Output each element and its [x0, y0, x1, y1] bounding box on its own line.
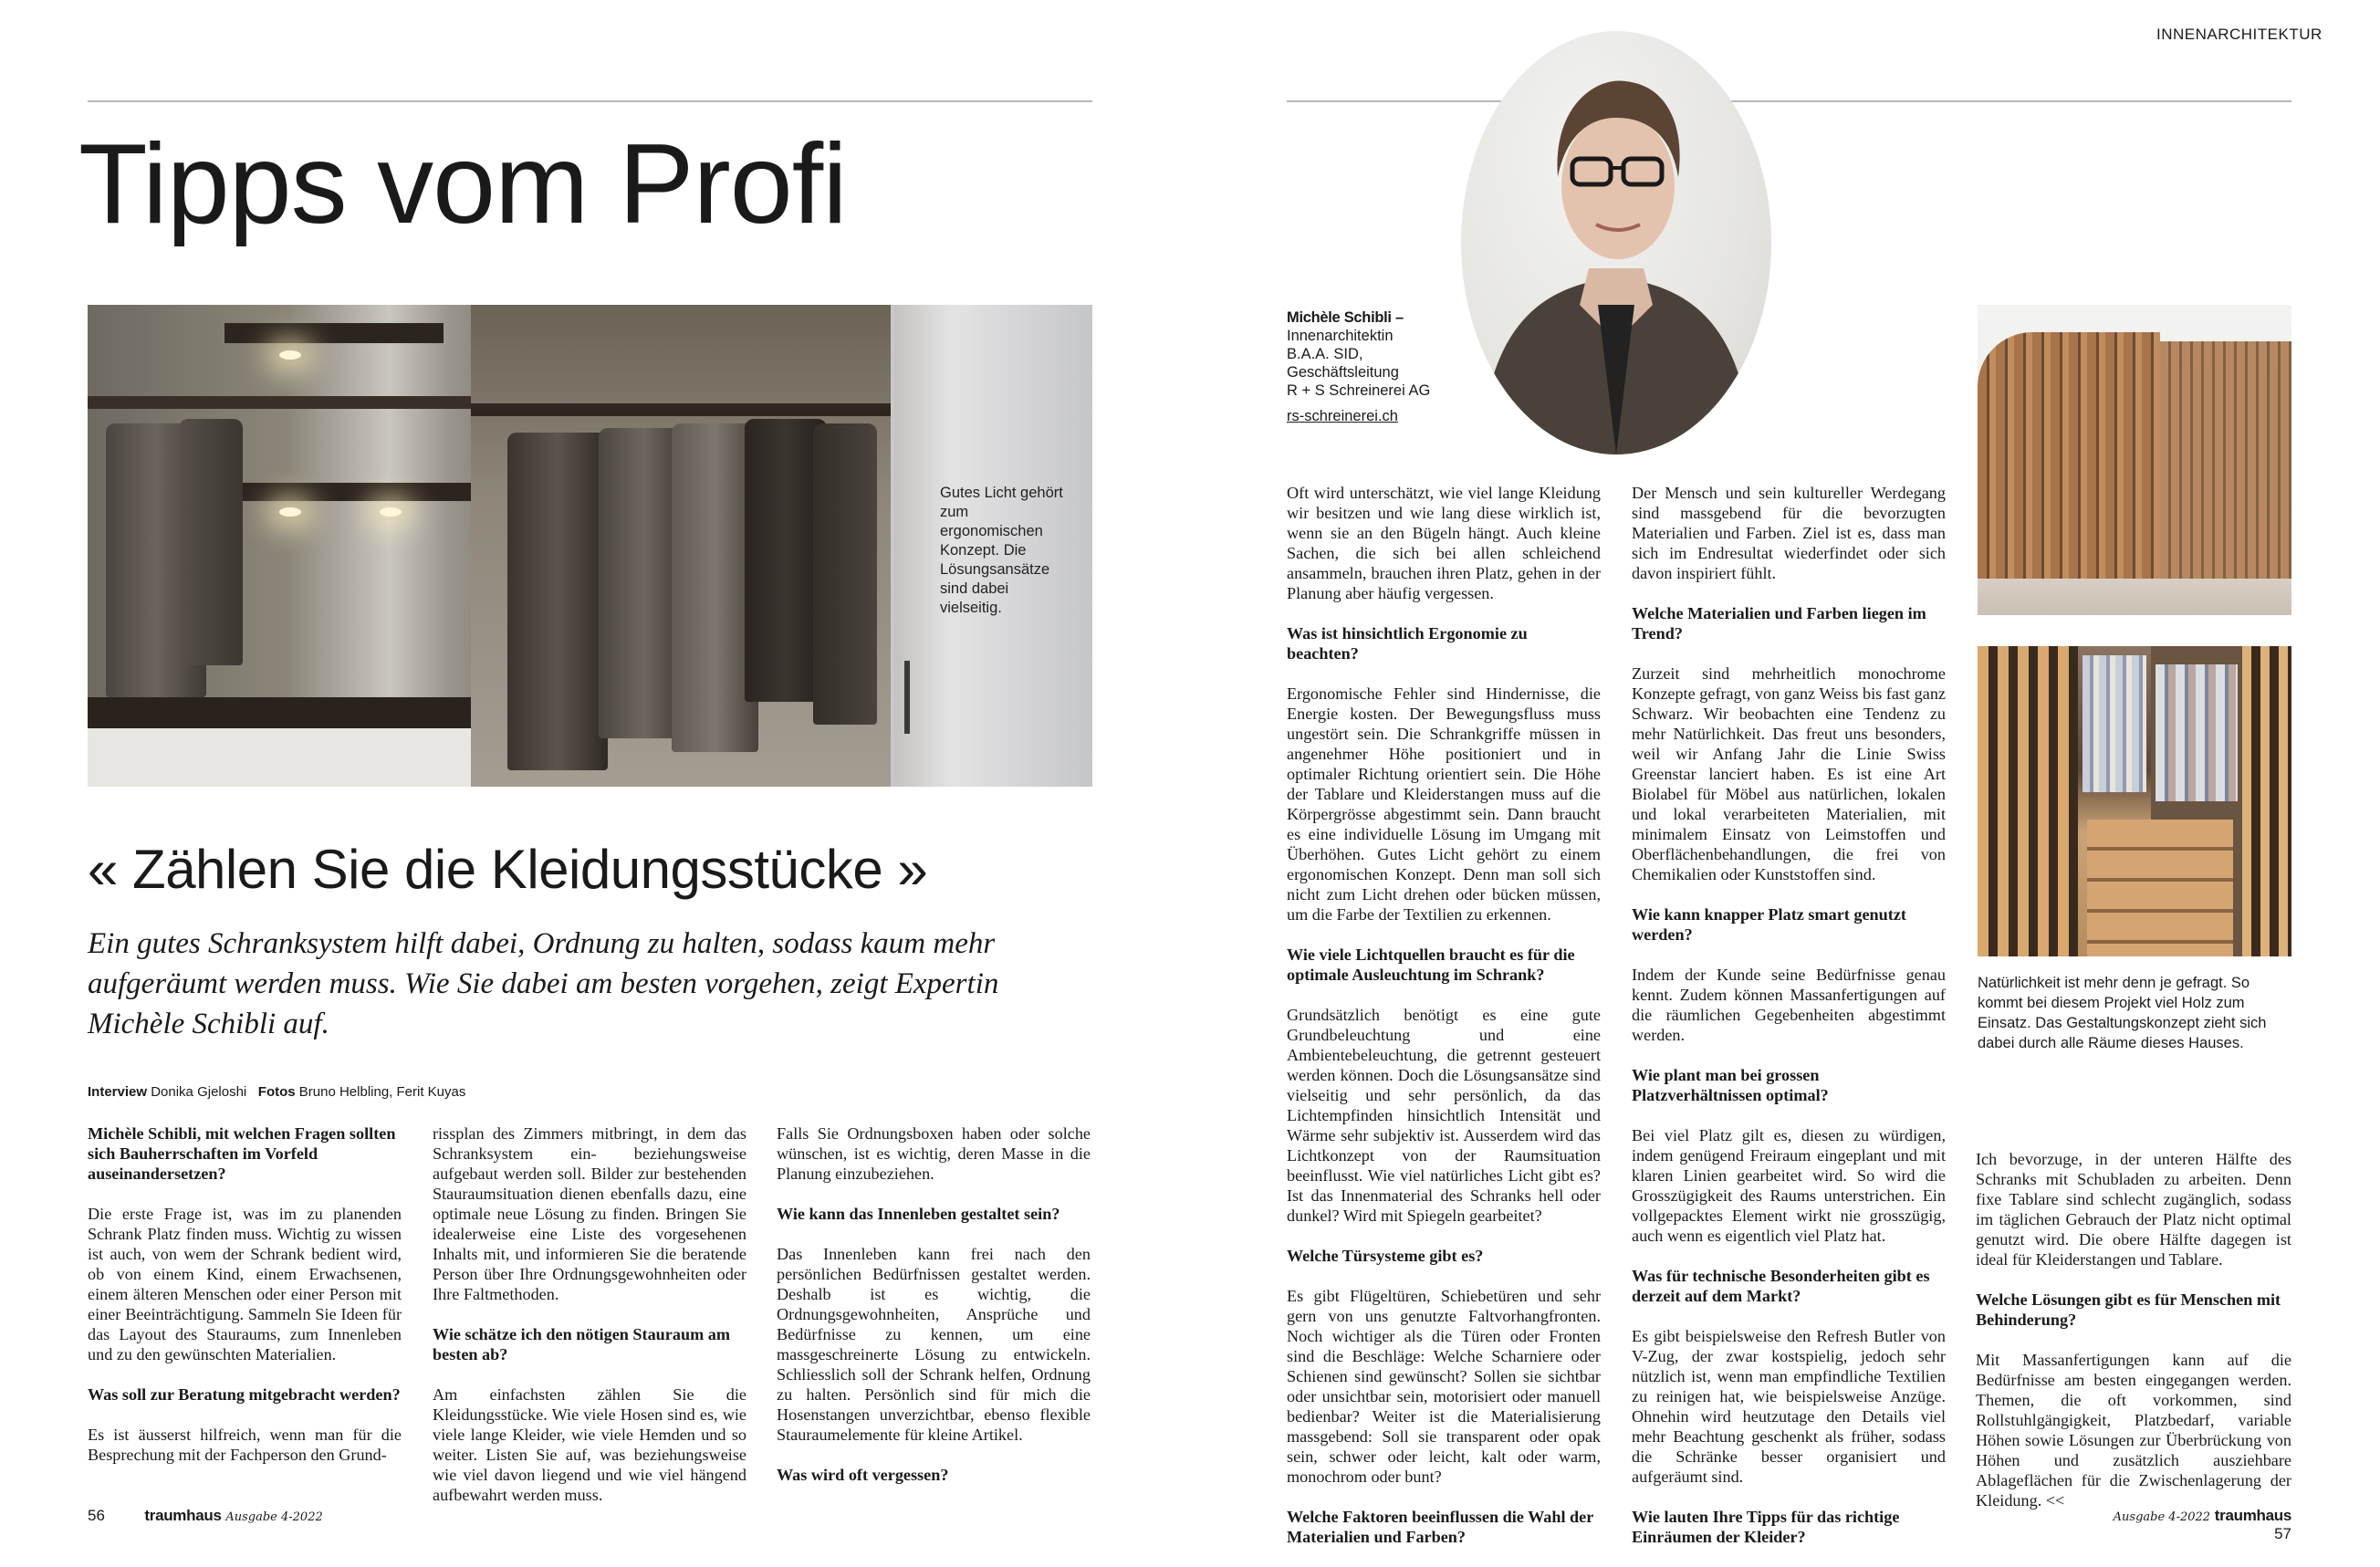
brand-logo: traumhaus	[2214, 1507, 2291, 1524]
bio-role: Innenarchitektin	[1287, 328, 1394, 344]
interview-answer: rissplan des Zimmers mitbringt, in dem das Schranksystem ein- beziehungsweise aufgebaut werden soll. Bilder zur bestehenden Stauraumsituation dienen ebenfalls dazu, eine optimale neue Lösung zu finden. Bringen Sie idealerweise eine Liste des vorgesehenen Inhalts mit, und informieren Sie die beratende Person über Ihre Ordnungsgewohnheiten oder Ihre Faltmethoden.	[433, 1124, 746, 1303]
interview-answer: Es ist äusserst hilfreich, wenn man für die Besprechung mit der Fachperson den Grund-	[88, 1426, 402, 1464]
portrait-photo	[1461, 31, 1771, 454]
interview-answer: Der Mensch und sein kultureller Werdegang sind massgebend für die bevorzugten Materialien und Farben. Ziel ist es, dass man sich im Endresultat wiederfindet oder sich davon inspiriert fühlt.	[1632, 484, 1946, 582]
interview-question: Was soll zur Beratung mitgebracht werden?	[88, 1385, 401, 1404]
issue-label: Ausgabe 4-2022	[2113, 1510, 2211, 1524]
photo-caption: Gutes Licht gehört zum ergonomischen Konzept. Die Lösungsansätze sind dabei vielseitig.	[940, 485, 1063, 616]
page-number: 56	[88, 1507, 105, 1524]
interview-answer: Das Innenleben kann frei nach den persönlichen Bedürfnissen gestaltet werden. Deshalb ist es wichtig, die Ordnungsgewohnheiten, Ansprüche und Bedürfnisse zu kennen, um eine massgeschreinerte Lösung zu entwickeln. Schliesslich soll der Schrank helfen, Ordnung zu halten. Persönlich sind für mich die Hosenstangen unverzichtbar, ebenso flexible Stauraumelemente für kleine Artikel.	[777, 1245, 1091, 1444]
expert-bio	[1287, 308, 1430, 425]
bio-position: Geschäftsleitung	[1287, 364, 1399, 381]
interview-question: Welche Lösungen gibt es für Menschen mit Behinderung?	[1976, 1290, 2281, 1329]
issue-label: Ausgabe 4-2022	[225, 1510, 323, 1524]
interview-answer: Ergonomische Fehler sind Hindernisse, die Energie kosten. Der Bewegungsfluss muss ungestört sein. Die Schrankgriffe müssen in angenehmer Höhe positioniert und in optimaler Richtung orientiert sein. Die Höhe der Tablare und Kleiderstangen muss auf die Körpergrösse abgestimmt sein. Dann braucht es eine individuelle Lösung im Umgang mit Überhöhen. Gutes Licht gehört zu einem ergonomischen Konzept. Denn man soll sich nicht zum Licht drehen oder bücken müssen, um die Farbe der Textilien zu erkennen.	[1287, 684, 1601, 924]
open-wardrobe-photo	[1978, 646, 2291, 956]
text-column-3	[777, 1123, 1091, 1505]
interview-answer: Es gibt beispielsweise den Refresh Butler von V-Zug, der zwar kostspielig, jedoch sehr nützlich ist, wenn man empfindliche Textilien zu reinigen hat, wie beispielsweise Anzüge. Ohnehin wird heutzutage den Details viel mehr Beachtung geschenkt als früher, sodass die Schränke besser organisiert und aufgeräumt sind.	[1632, 1327, 1946, 1486]
company-link[interactable]: rs-schreinerei.ch	[1287, 408, 1398, 424]
interview-answer: Mit Massanfertigungen kann auf die Bedürfnisse am besten eingegangen werden. Themen, die oft vorkommen, sind Rollstuhlgängigkeit, Platzbedarf, variable Höhen sowie Lösungen zur Überbrückung von Höhen und zusätzlich ausziehbare Ablageflächen für die Zwischenlagerung der Kleidung. <<	[1976, 1351, 2291, 1510]
wood-slat-wall-photo	[1978, 305, 2291, 615]
photo-caption: Natürlichkeit ist mehr denn je gefragt. So kommt bei diesem Projekt viel Holz zum Einsatz. Das Gestaltungskonzept zieht sich dabei durch alle Räume dieses Hauses.	[1978, 975, 2267, 1051]
top-rule-right	[1287, 100, 2291, 102]
top-rule-left	[88, 100, 1092, 102]
photos-label: Fotos	[257, 1084, 296, 1100]
interview-answer: Oft wird unterschätzt, wie viel lange Kleidung wir besitzen und wie lang diese wirklich ist, wenn sie an den Bügeln hängt. Auch kleine Sachen, die sich bei allen schleichend ansammeln, brauchen ihren Platz, gehen in der Planung aber häufig vergessen.	[1287, 484, 1601, 602]
intro-lead: Ein gutes Schranksystem hilft dabei, Ordnung zu halten, sodass kaum mehr aufgeräumt werden muss. Wie Sie dabei am besten vorgehen, zeigt Expertin Michèle Schibli auf.	[88, 927, 999, 1040]
text-column-2	[433, 1123, 746, 1525]
bio-company: R + S Schreinerei AG	[1287, 382, 1431, 399]
interview-question: Michèle Schibli, mit welchen Fragen sollten sich Bauherrschaften im Vorfeld auseinandersetzen?	[88, 1124, 396, 1183]
brand-logo: traumhaus	[144, 1507, 222, 1524]
text-column-1	[88, 1123, 402, 1485]
interview-answer: Bei viel Platz gilt es, diesen zu würdigen, indem genügend Freiraum eingeplant und mit klaren Linien gearbeitet wird. So wird die Grosszügigkeit des Raums unterstrichen. Ein vollgepacktes Element wirkt nie grosszügig, auch wenn es eigentlich viel Platz hat.	[1632, 1126, 1946, 1245]
interview-question: Welche Türsysteme gibt es?	[1287, 1247, 1484, 1265]
interview-question: Wie plant man bei grossen Platzverhältnissen optimal?	[1632, 1066, 1829, 1104]
section-label: INNENARCHITEKTUR	[2156, 26, 2323, 43]
interview-label: Interview	[88, 1084, 148, 1100]
page-number: 57	[2274, 1525, 2291, 1542]
interview-answer: Am einfachsten zählen Sie die Kleidungsstücke. Wie viele Hosen sind es, wie viele lange Kleider, wie viele Hemden und so weiter. Listen Sie auf, was beziehungsweise wie viel davon liegend und wie viel hängend aufbewahrt werden muss.	[433, 1385, 746, 1504]
interview-question: Wie lauten Ihre Tipps für das richtige Einräumen der Kleider?	[1632, 1508, 1900, 1546]
footer-left	[88, 1507, 323, 1525]
interview-answer: Die erste Frage ist, was im zu planenden Schrank Platz finden muss. Wichtig zu wissen ist auch, von wem der Schrank bedient wird, ob von einem Kind, einem Erwachsenen, einem älteren Menschen oder einer Person mit einer Beeinträchtigung. Sammeln Sie Ideen für das Layout des Stauraums, zum Innenleben und zu den gewünschten Materialien.	[88, 1205, 402, 1363]
interview-answer: Grundsätzlich benötigt es eine gute Grundbeleuchtung und eine Ambientebeleuchtung, die getrennt gesteuert werden können. Doch die Lösungsansätze sind vielseitig und sehr persönlich, da das Lichtempfinden hinsichtlich Intensität und Wärme sehr subjektiv ist. Ausserdem wird das Lichtkonzept von der Raumsituation beeinflusst. Wie viel natürliches Licht gibt es? Ist das Innenmaterial des Schranks hell oder dunkel? Wird mit Spiegeln gearbeitet?	[1287, 1006, 1601, 1225]
portrait-figure	[1461, 31, 1771, 454]
interview-question: Wie schätze ich den nötigen Stauraum am besten ab?	[433, 1325, 731, 1363]
interview-question: Wie viele Lichtquellen braucht es für die optimale Ausleuchtung im Schrank?	[1287, 945, 1575, 984]
interview-answer: Zurzeit sind mehrheitlich monochrome Konzepte gefragt, von ganz Weiss bis fast ganz Schwarz. Wir beobachten eine Tendenz zu mehr Natürlichkeit. Das freut uns besonders, weil wir Anfang Jahr die Linie Swiss Greenstar lanciert haben. Es ist eine Art Biolabel für Möbel aus natürlichen, lokalen und lokal verarbeiteten Materialien, mit minimalem Einsatz von Leimstoffen und Oberflächenbehandlungen, die frei von Chemikalien oder Kunststoffen sind.	[1632, 664, 1946, 883]
interview-answer: Ich bevorzuge, in der unteren Hälfte des Schranks mit Schubladen zu arbeiten. Denn fixe Tablare sind schlecht zugänglich, sodass im täglichen Gebrauch der Platz nicht optimal genutzt wird. Die obere Hälfte dagegen ist ideal für Kleiderstangen und Tablare.	[1976, 1150, 2291, 1269]
headline: « Zählen Sie die Kleidungsstücke »	[88, 839, 928, 900]
interview-name: Donika Gjeloshi	[151, 1084, 247, 1100]
interview-question: Welche Faktoren beeinflussen die Wahl der Materialien und Farben?	[1287, 1508, 1593, 1546]
text-column-5	[1632, 483, 1946, 1567]
credits	[88, 1084, 465, 1100]
photos-names: Bruno Helbling, Ferit Kuyas	[298, 1084, 466, 1100]
bio-name: Michèle Schibli –	[1287, 309, 1404, 326]
interview-question: Was ist hinsichtlich Ergonomie zu beachten?	[1287, 624, 1528, 663]
bio-title: B.A.A. SID,	[1287, 346, 1363, 362]
footer-right	[2099, 1507, 2291, 1543]
interview-question: Wie kann knapper Platz smart genutzt werden?	[1632, 905, 1906, 944]
text-column-4	[1287, 483, 1601, 1567]
interview-answer: Es gibt Flügeltüren, Schiebetüren und sehr gern von uns genutzte Faltvorhangfronten. Noch wichtiger als die Türen oder Fronten sind die Beschläge: Welche Scharniere oder Schienen sind gewünscht? Sollen sie sichtbar oder unsichtbar sein, motorisiert oder manuell bedienbar? Weiter ist die Materialisierung massgebend: Soll sie transparent oder opak sein, schwer oder leicht, kalt oder warm, monochrom oder bunt?	[1287, 1287, 1601, 1486]
interview-answer: Indem der Kunde seine Bedürfnisse genau kennt. Zudem können Massanfertigungen auf die räumlichen Gegebenheiten abgestimmt werden.	[1632, 966, 1946, 1044]
interview-answer: Falls Sie Ordnungsboxen haben oder solche wünschen, ist es wichtig, deren Masse in die Planung einzubeziehen.	[777, 1124, 1091, 1183]
page-title: Tipps vom Profi	[78, 121, 847, 247]
interview-question: Welche Materialien und Farben liegen im Trend?	[1632, 604, 1926, 642]
text-column-6	[1976, 1149, 2291, 1530]
interview-question: Was wird oft vergessen?	[777, 1466, 949, 1484]
interview-question: Was für technische Besonderheiten gibt es derzeit auf dem Markt?	[1632, 1267, 1930, 1305]
interview-question: Wie kann das Innenleben gestaltet sein?	[777, 1205, 1060, 1223]
